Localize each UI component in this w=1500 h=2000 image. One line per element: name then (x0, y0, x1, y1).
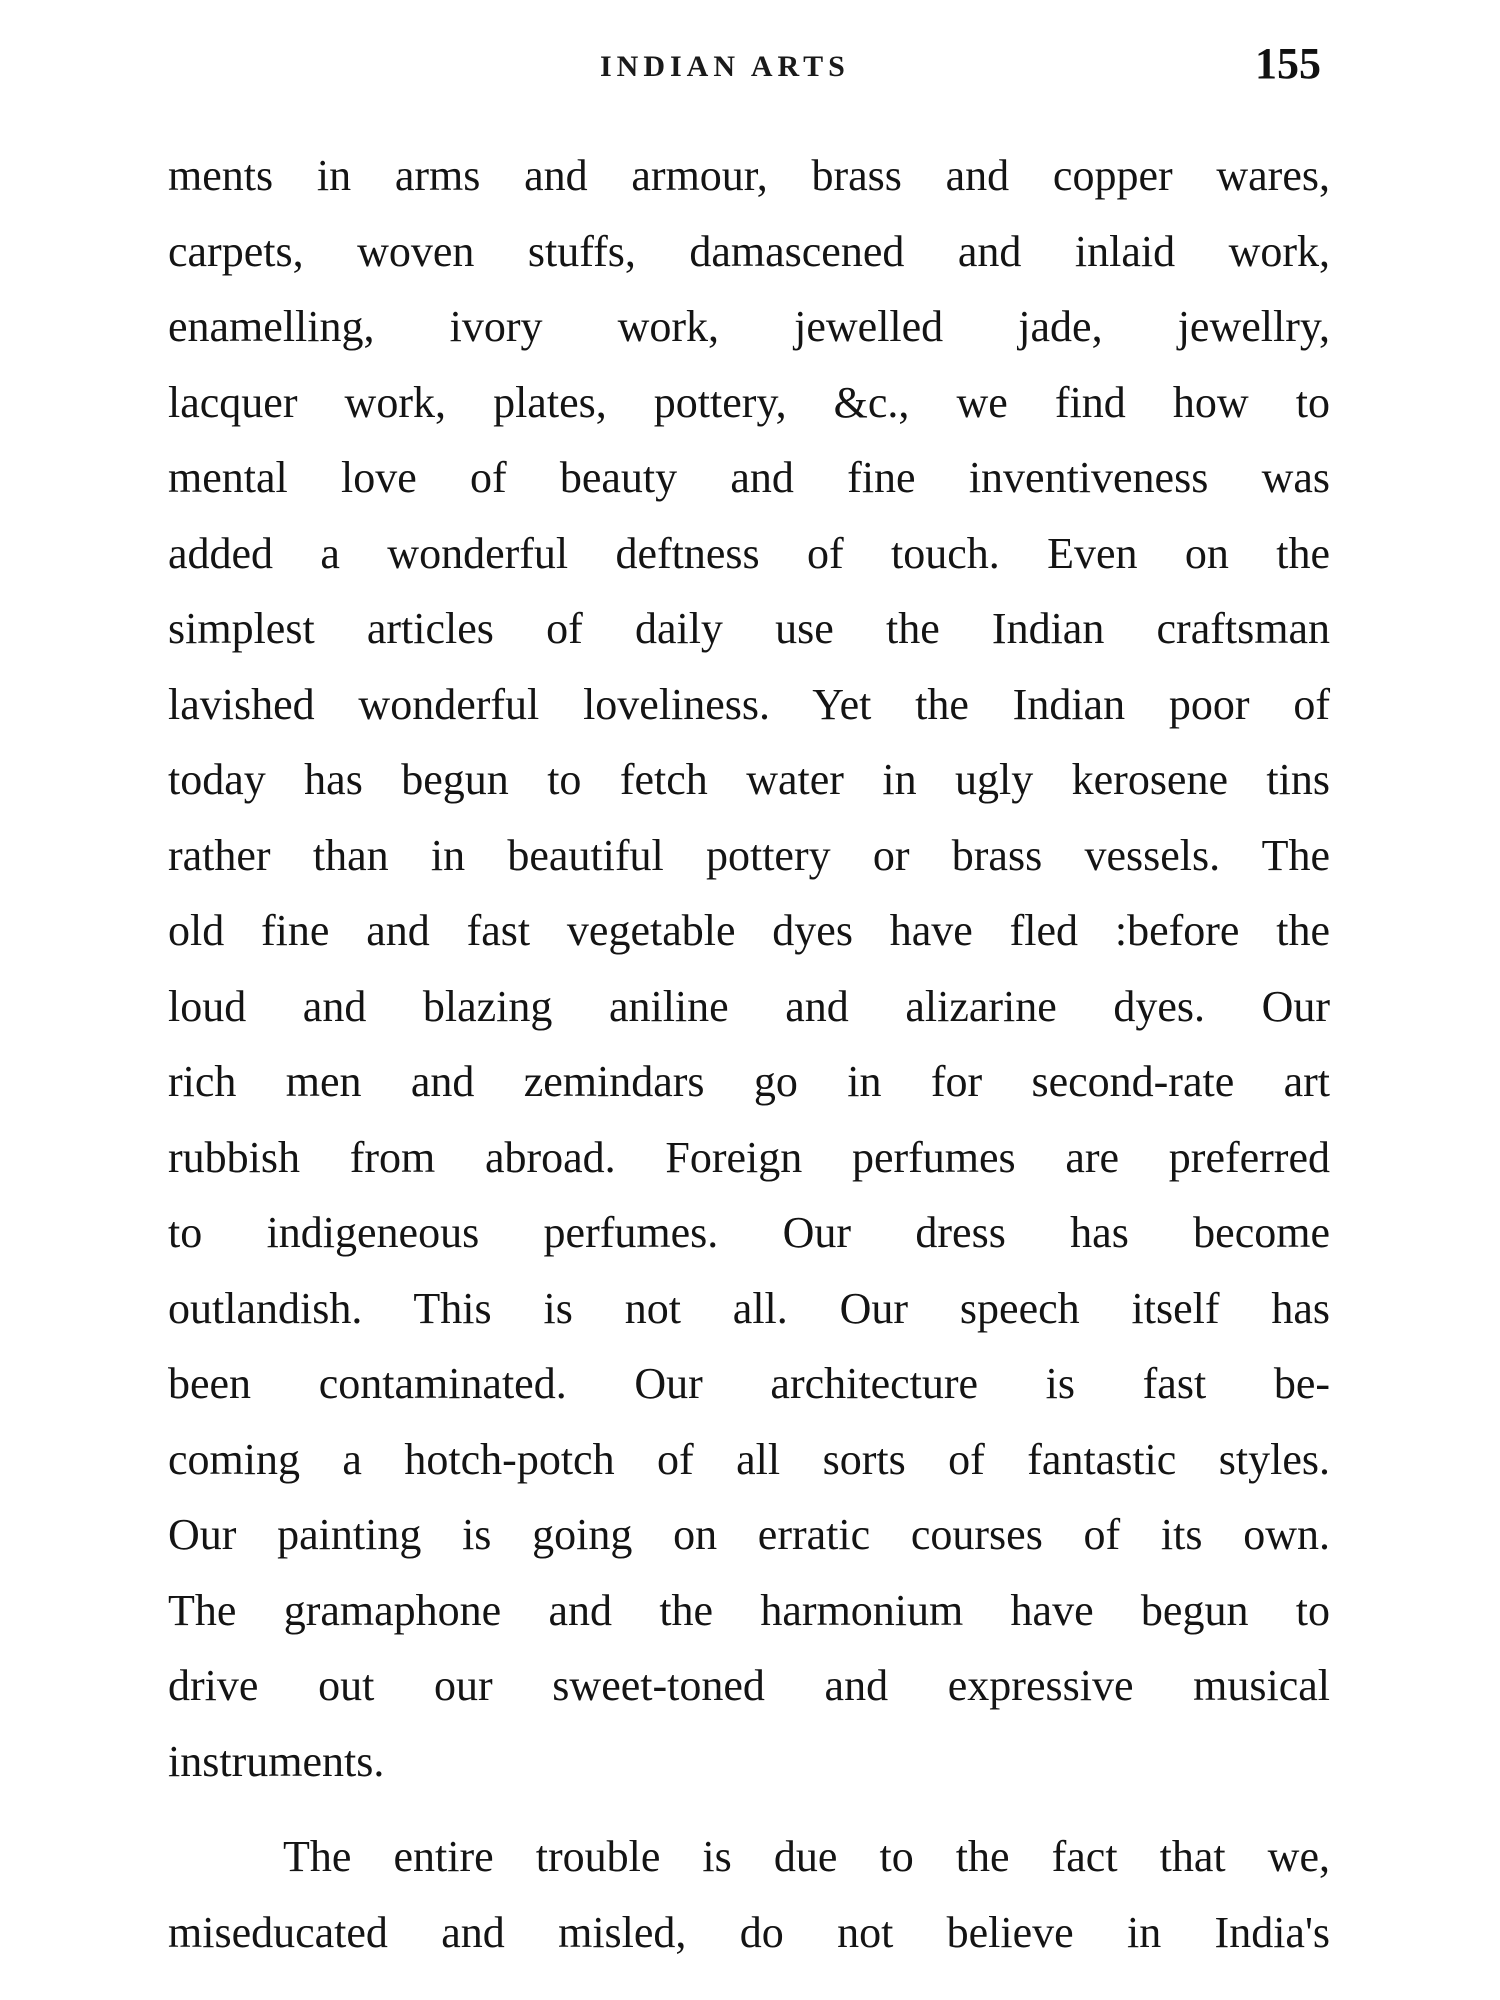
text-line: drive out our sweet-toned and expressive musical (168, 1661, 1330, 1710)
running-head-title: INDIAN ARTS (600, 50, 850, 83)
text-line: Our painting is going on erratic courses of its own. (168, 1510, 1330, 1559)
text-line: today has begun to fetch water in ugly kerosene tins (168, 755, 1330, 804)
text-line: The gramaphone and the harmonium have begun to (168, 1585, 1330, 1635)
text-line: coming a hotch-potch of all sorts of fantastic styles. (168, 1434, 1330, 1484)
text-line: The entire trouble is due to the fact that we, (283, 1832, 1330, 1881)
body-text (168, 138, 1330, 1970)
page-number: 155 (1255, 39, 1321, 88)
text-line: rich men and zemindars go in for second-rate art (168, 1057, 1330, 1106)
text-line: carpets, woven stuffs, damascened and inlaid work, (168, 226, 1330, 276)
text-line: mental love of beauty and fine inventiveness was (168, 453, 1330, 502)
text-line: instruments. (168, 1736, 385, 1786)
text-line: added a wonderful deftness of touch. Even on the (168, 528, 1330, 578)
text-line: rubbish from abroad. Foreign perfumes are preferred (168, 1132, 1330, 1182)
text-line: simplest articles of daily use the Indian craftsman (168, 604, 1330, 653)
text-line: lavished wonderful loveliness. Yet the Indian poor of (168, 679, 1330, 729)
text-line: lacquer work, plates, pottery, &c., we find how to (168, 377, 1330, 427)
text-line: ments in arms and armour, brass and copper wares, (168, 151, 1330, 200)
paragraph (168, 1819, 1330, 1970)
paragraph-gap (168, 1799, 1330, 1819)
text-line: outlandish. This is not all. Our speech itself has (168, 1283, 1330, 1333)
text-line: to indigeneous perfumes. Our dress has become (168, 1208, 1330, 1257)
paragraph (168, 138, 1330, 1799)
text-line: enamelling, ivory work, jewelled jade, jewellry, (168, 302, 1330, 351)
text-line: been contaminated. Our architecture is fast be- (168, 1359, 1330, 1408)
text-line: rather than in beautiful pottery or brass vessels. The (168, 830, 1330, 880)
text-line: old fine and fast vegetable dyes have fled :before the (168, 906, 1330, 955)
text-line: miseducated and misled, do not believe in India's (168, 1907, 1330, 1957)
text-line: loud and blazing aniline and alizarine dyes. Our (168, 981, 1330, 1031)
running-head (0, 38, 1500, 98)
